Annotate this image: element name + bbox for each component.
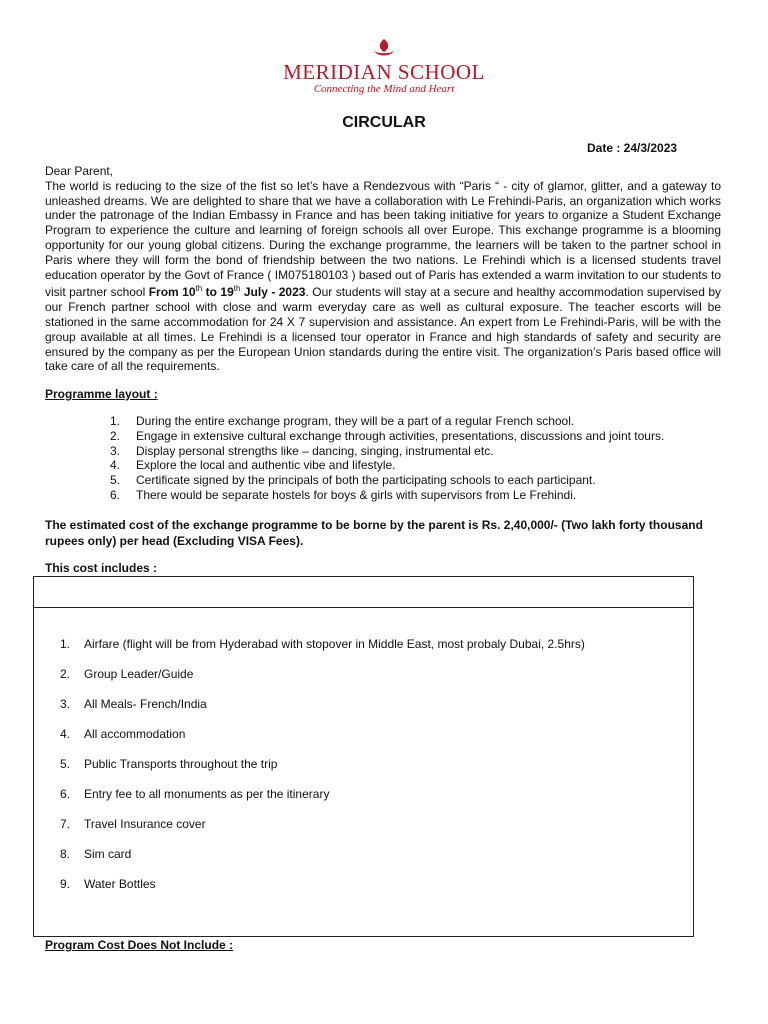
- list-item: 9. Water Bottles: [60, 877, 156, 891]
- list-item: 8. Sim card: [60, 847, 132, 861]
- flame-emblem-icon: [372, 38, 396, 60]
- page-title: CIRCULAR: [342, 114, 426, 131]
- dates-from: From 10: [148, 285, 196, 300]
- list-item: 6. There would be separate hostels for boys & girls with supervisors from Le Frehindi.: [110, 487, 577, 502]
- dates-month: July - 2023: [240, 285, 306, 300]
- list-item: 5. Public Transports throughout the trip: [60, 757, 278, 771]
- list-item: 3. All Meals- French/India: [60, 697, 207, 711]
- list-item: 2. Group Leader/Guide: [60, 667, 194, 681]
- list-item: 4. Explore the local and authentic vibe and lifestyle.: [110, 458, 396, 473]
- list-item: 1. During the entire exchange program, they will be a part of a regular French school.: [110, 414, 575, 428]
- list-item: 3. Display personal strengths like – dancing, singing, instrumental etc.: [110, 443, 494, 458]
- programme-list: [110, 414, 664, 503]
- school-tagline: Connecting the Mind and Heart: [313, 83, 455, 95]
- list-item: 2. Engage in extensive cultural exchange through activities, presentations, discussions and joint tours.: [110, 428, 665, 443]
- cost-estimate: The estimated cost of the exchange programme to be borne by the parent is Rs. 2,40,000/- (Two lakh forty thousand rupees only) per head (Excluding VISA Fees).: [45, 518, 703, 548]
- list-item: 4. All accommodation: [60, 727, 186, 741]
- letter-body: [45, 164, 721, 374]
- includes-list: [60, 636, 585, 906]
- school-logo: [272, 38, 496, 104]
- list-item: 1. Airfare (flight will be from Hyderabad with stopover in Middle East, most probaly Dubai, 2.5hrs): [60, 637, 585, 651]
- intro-paragraph: The world is reducing to the size of the fist so let’s have a Rendezvous with “Paris “ - city of glamor, glitter, and a gateway to unleashed dreams. We are delighted to share that we have a collaboration with Le Frehindi-Paris, an organization which works under the patronage of the Indian Embassy in France and has been taking initiative for years to organize a Student Exchange Program to experience the culture and learning of foreign schools all over Europe. This exchange programme is a blooming opportunity for our young global citizens. During the exchange programme, the learners will be taken to the partner school in Paris where they will form the bond of friendship between the two nations. Le Frehindi which is a licensed students travel education operator by the Govt of France ( IM075180103 ) based out of Paris has extended a warm invitation to our students to visit partner school From 10th to 19th July - 2023. Our students will stay at a secure and healthy accommodation supervised by our French partner school with close and warm everyday care as well as cultural exposure. The teacher escorts will be stationed in the same accommodation for 24 X 7 supervision and assistance. An expert from Le Frehindi-Paris, will be with the group available at all times. Le Frehindi is a licensed tour operator in France and high standards of safety and security are ensured by the company as per the European Union standards during the entire visit. The organization’s Paris based office will take care of all the requirements.: [45, 178, 721, 374]
- circular-date: Date : 24/3/2023: [587, 141, 678, 155]
- list-item: 5. Certificate signed by the principals of both the participating schools to each participant.: [110, 473, 596, 488]
- programme-heading: Programme layout :: [45, 387, 158, 401]
- table-divider: [34, 607, 693, 608]
- salutation: Dear Parent,: [45, 164, 114, 178]
- school-name: MERIDIAN SCHOOL: [283, 60, 485, 84]
- dates-to: to 19: [202, 285, 234, 300]
- not-include-heading: Program Cost Does Not Include :: [45, 938, 234, 952]
- list-item: 7. Travel Insurance cover: [60, 817, 206, 831]
- includes-heading: This cost includes :: [45, 561, 158, 575]
- list-item: 6. Entry fee to all monuments as per the itinerary: [60, 787, 330, 801]
